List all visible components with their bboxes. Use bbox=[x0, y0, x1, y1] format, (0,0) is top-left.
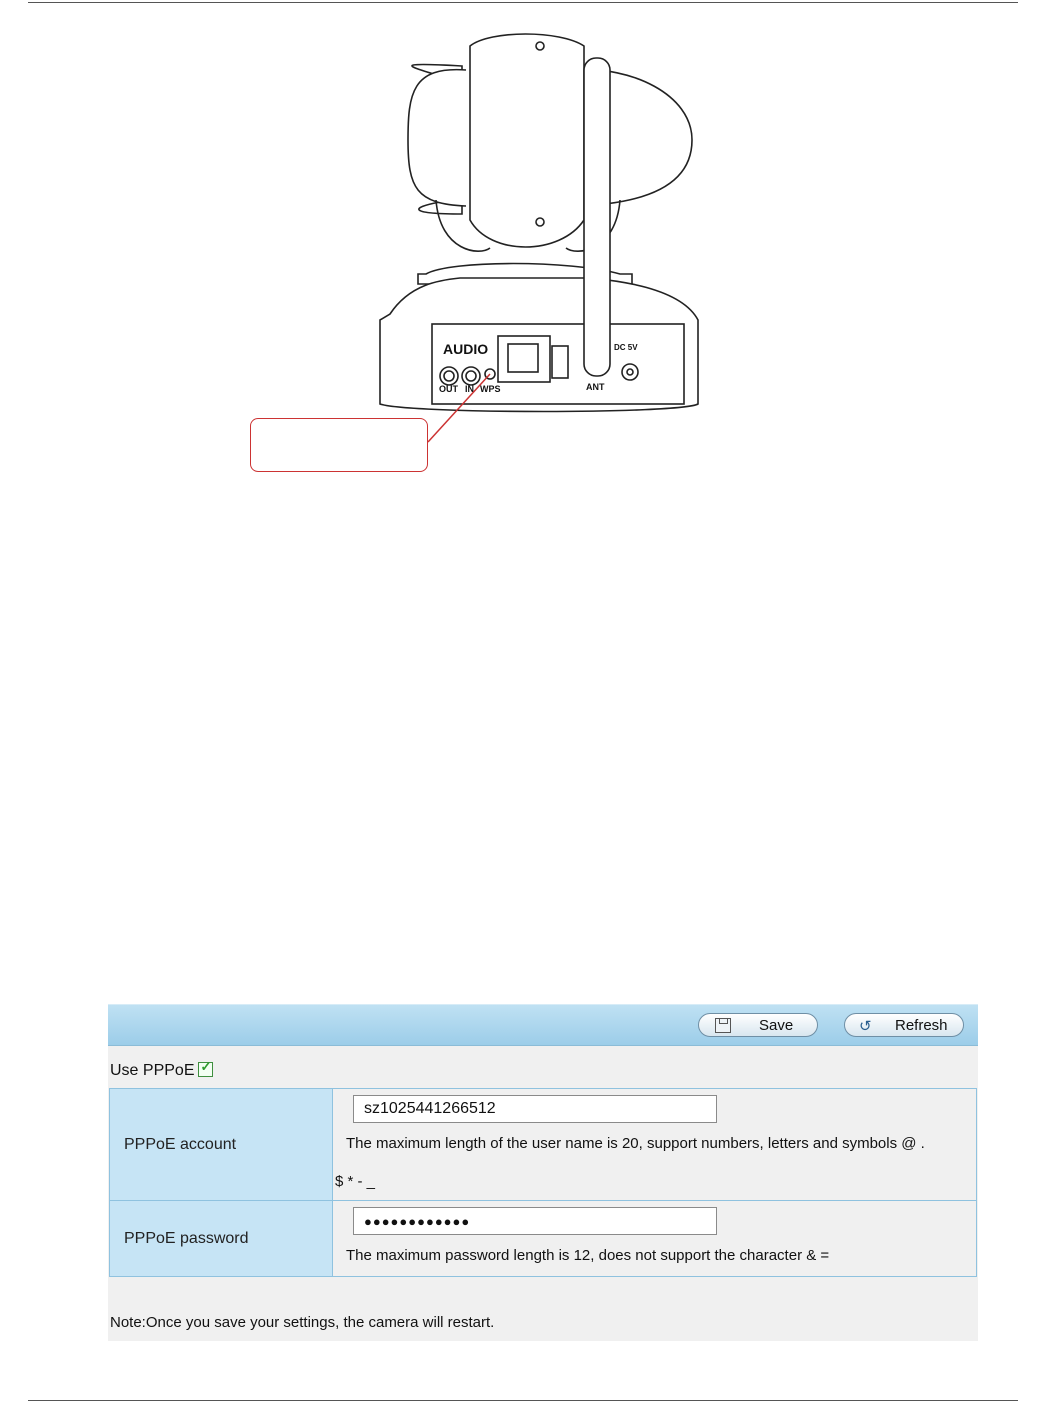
top-rule bbox=[28, 2, 1018, 3]
use-pppoe-checkbox[interactable] bbox=[198, 1059, 213, 1077]
password-input[interactable]: ●●●●●●●●●●●● bbox=[353, 1207, 717, 1235]
account-hint-line1: The maximum length of the user name is 20, support numbers, letters and symbols @ . bbox=[346, 1135, 925, 1152]
refresh-label: Refresh bbox=[895, 1017, 948, 1034]
audio-label: AUDIO bbox=[443, 341, 489, 357]
camera-head bbox=[470, 34, 584, 247]
account-row bbox=[110, 1089, 977, 1201]
account-label-cell bbox=[110, 1089, 333, 1201]
save-icon bbox=[715, 1018, 731, 1033]
password-value-cell bbox=[333, 1201, 977, 1277]
restart-note: Note:Once you save your settings, the camera will restart. bbox=[110, 1314, 495, 1331]
checkmark-icon: ✓ bbox=[200, 1059, 212, 1074]
bottom-rule bbox=[28, 1400, 1018, 1401]
save-button[interactable] bbox=[698, 1013, 818, 1037]
refresh-button[interactable] bbox=[844, 1013, 964, 1037]
out-label: OUT bbox=[439, 384, 458, 394]
in-label: IN bbox=[465, 384, 474, 394]
password-hint: The maximum password length is 12, does not support the character & = bbox=[346, 1247, 830, 1264]
account-input[interactable] bbox=[353, 1095, 717, 1123]
password-label-cell bbox=[110, 1201, 333, 1277]
screw-bottom bbox=[536, 218, 544, 226]
use-pppoe-label: Use PPPoE bbox=[110, 1062, 195, 1079]
wps-callout-box bbox=[250, 418, 428, 472]
left-ball-outline bbox=[408, 70, 466, 206]
save-label: Save bbox=[759, 1017, 794, 1034]
panel-toolbar bbox=[108, 1004, 978, 1046]
account-hint-line2: $ * - _ bbox=[335, 1173, 376, 1190]
pppoe-settings-panel bbox=[108, 1004, 978, 1341]
dc-label: DC 5V bbox=[614, 343, 638, 352]
ant-label: ANT bbox=[586, 382, 605, 392]
pppoe-fields-table bbox=[109, 1088, 977, 1277]
password-label: PPPoE password bbox=[124, 1229, 249, 1247]
antenna bbox=[584, 58, 610, 376]
screw-top bbox=[536, 42, 544, 50]
account-value-cell bbox=[333, 1089, 977, 1201]
refresh-icon: ↺ bbox=[859, 1018, 872, 1035]
use-pppoe-row bbox=[110, 1059, 213, 1080]
camera-rear-illustration bbox=[240, 24, 710, 480]
wps-label: WPS bbox=[480, 384, 501, 394]
account-label: PPPoE account bbox=[124, 1135, 237, 1153]
password-row bbox=[110, 1201, 977, 1277]
